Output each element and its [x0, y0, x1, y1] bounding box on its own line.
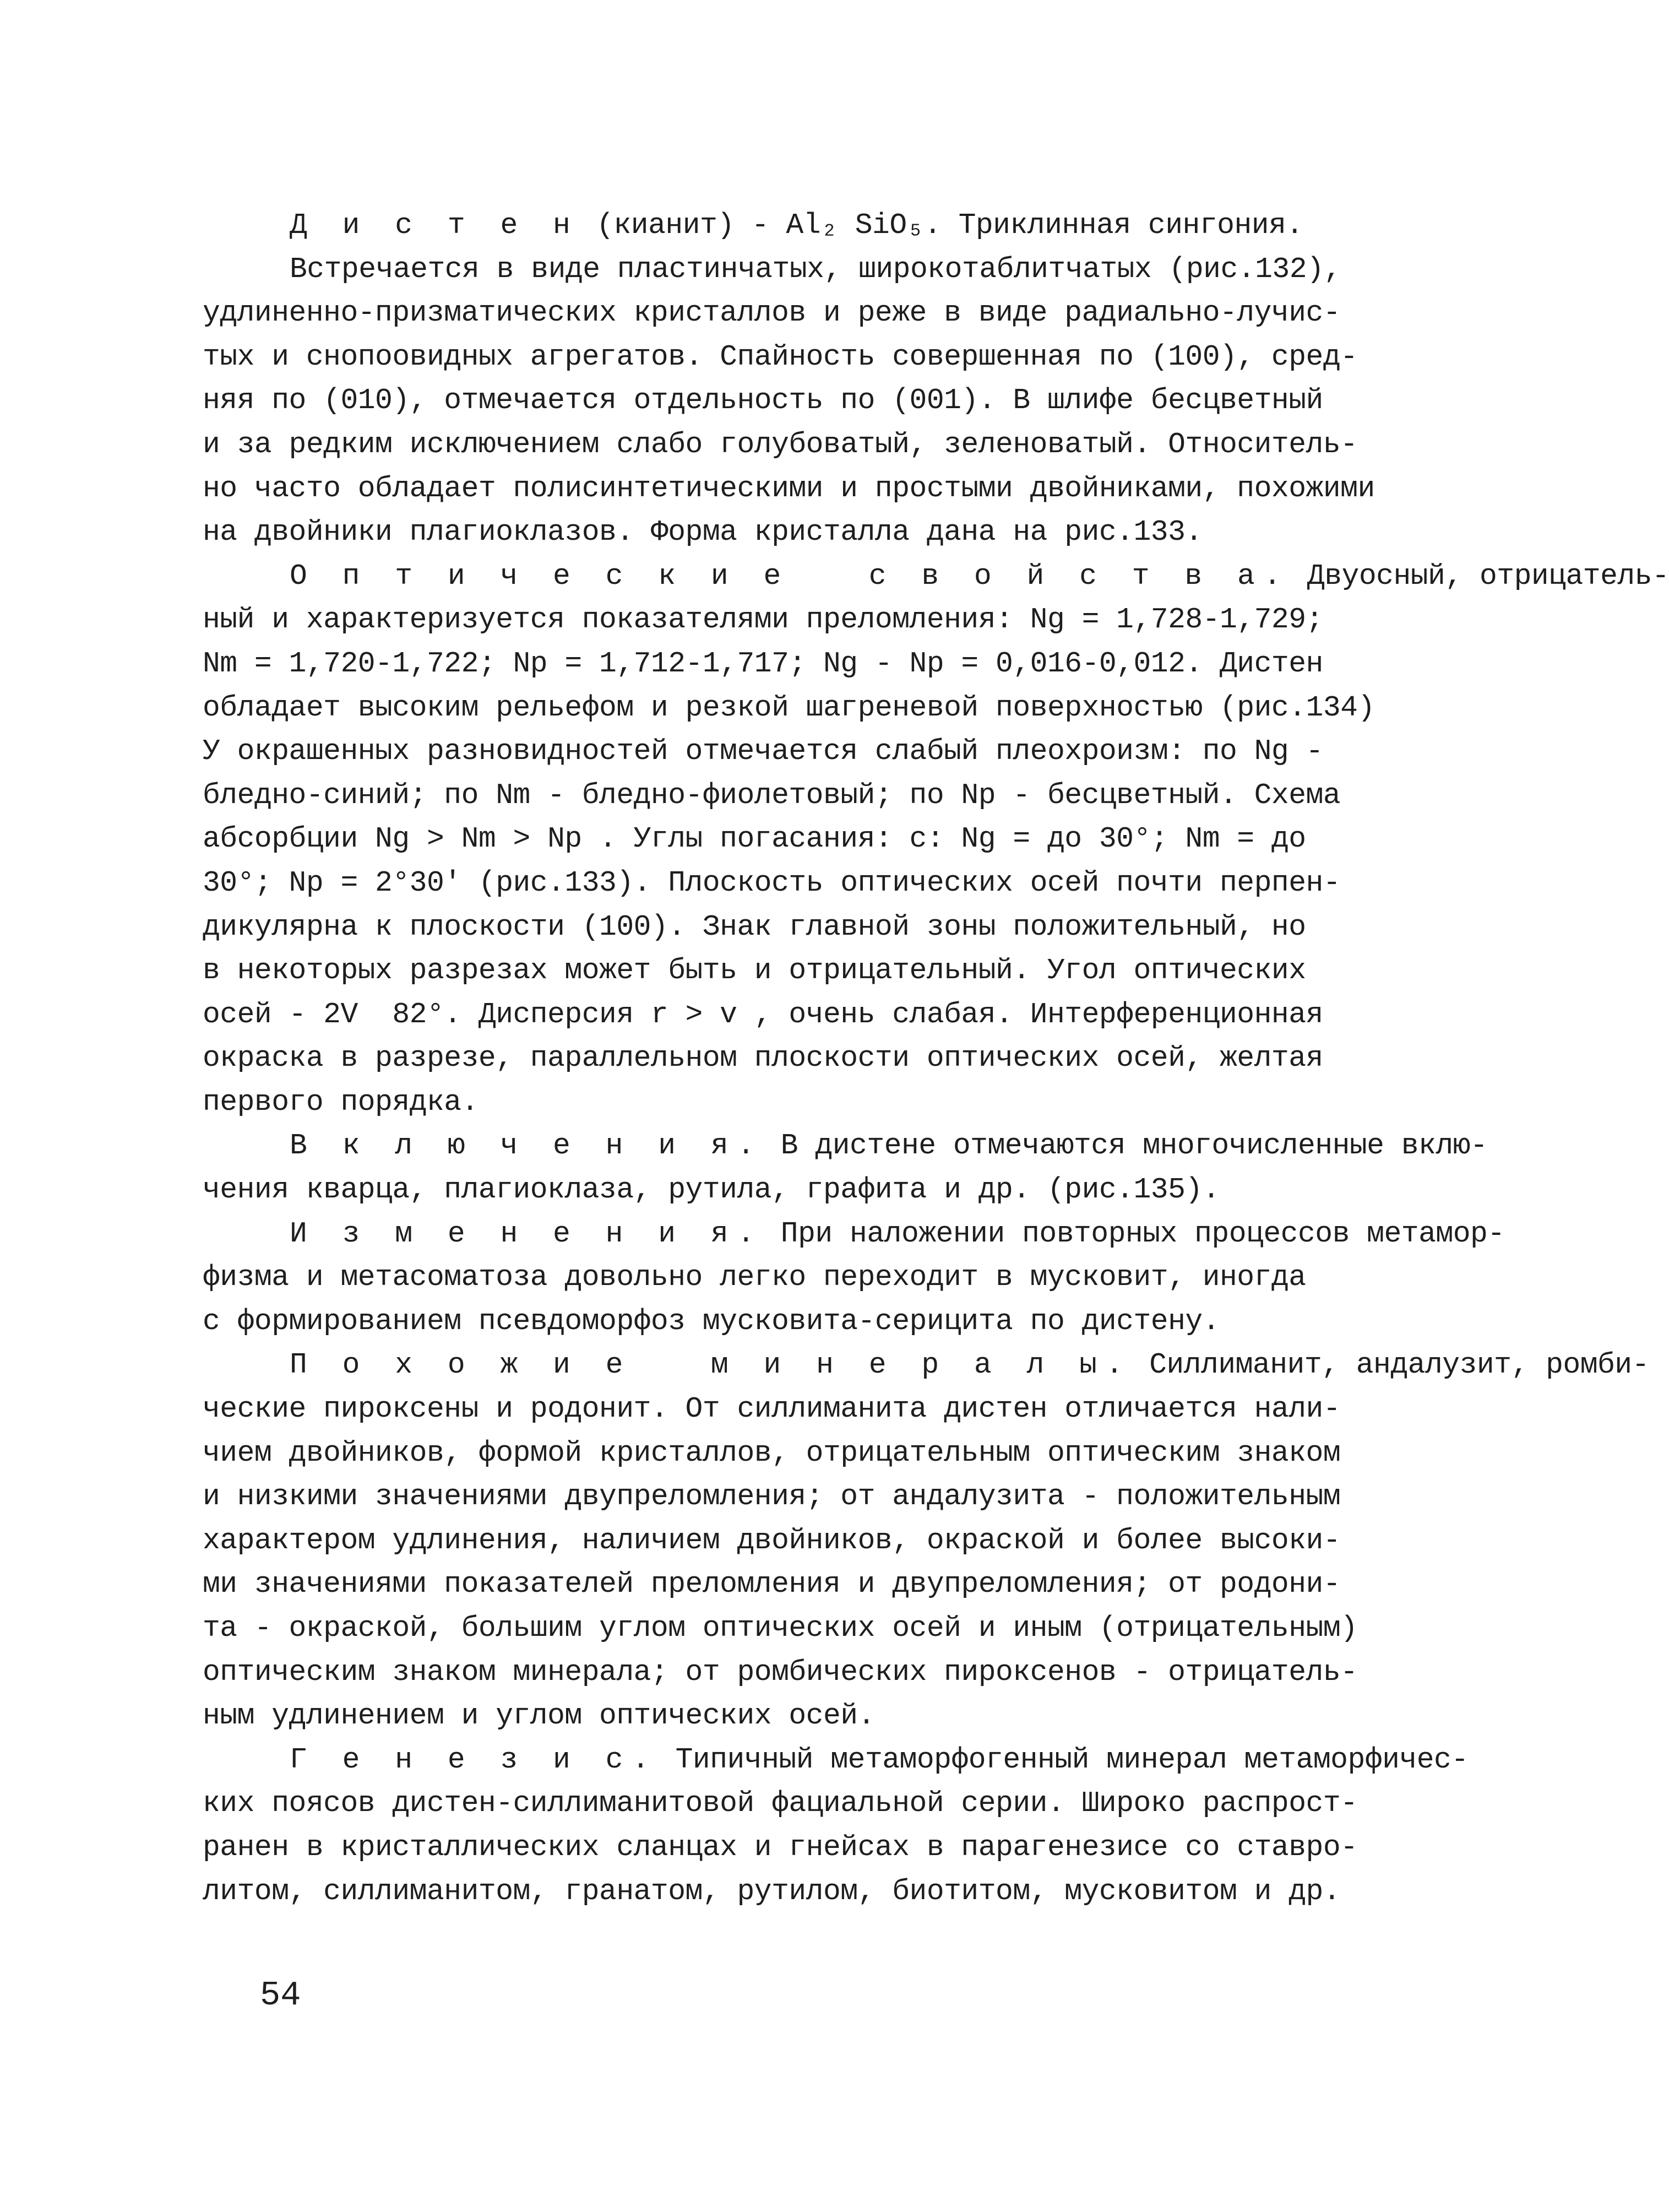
text-line: 30°; Np = 2°30' (рис.133). Плоскость оптических осей почти перпен-	[203, 866, 1341, 899]
text-line: физма и метасоматоза довольно легко переходит в мусковит, иногда	[203, 1261, 1306, 1294]
section-heading: О п т и ч е с к и е с в о й с т в а.	[290, 559, 1290, 593]
text-line: ких поясов дистен-силлиманитовой фациальной серии. Широко распрост-	[203, 1787, 1358, 1820]
text-line: с формированием псевдоморфоз мусковита-серицита по дистену.	[203, 1304, 1220, 1338]
section-heading: Д и с т е н	[290, 209, 579, 242]
section-heading: В к л ю ч е н и я.	[290, 1129, 764, 1163]
text-line: И з м е н е н и я. При наложении повторных процессов метамор-	[290, 1217, 1505, 1250]
text-line: бледно-синий; по Nm - бледно-фиолетовый; по Np - бесцветный. Схема	[203, 778, 1341, 812]
text-line: дикулярна к плоскости (100). Знак главной зоны положительный, но	[203, 910, 1306, 944]
text-line: В к л ю ч е н и я. В дистене отмечаются многочисленные вклю-	[290, 1129, 1488, 1163]
page-number: 54	[260, 1976, 301, 2015]
text-line: первого порядка.	[203, 1085, 479, 1119]
text-line: окраска в разрезе, параллельном плоскости оптических осей, желтая	[203, 1042, 1323, 1075]
text-line: ный и характеризуется показателями преломления: Ng = 1,728-1,729;	[203, 603, 1323, 637]
text-line: осей - 2V 82°. Дисперсия r > v , очень слабая. Интерференционная	[203, 997, 1323, 1031]
text-line: и за редким исключением слабо голубоватый, зеленоватый. Относитель-	[203, 427, 1358, 461]
text-line: ранен в кристаллических сланцах и гнейсах в парагенезисе со ставро-	[203, 1830, 1358, 1864]
text-line: тых и снопоовидных агрегатов. Спайность совершенная по (100), сред-	[203, 340, 1358, 373]
text-line: П о х о ж и е м и н е р а л ы. Силлиманит, андалузит, ромби-	[290, 1348, 1649, 1382]
text-line: та - окраской, большим углом оптических осей и иным (отрицательным)	[203, 1612, 1358, 1645]
section-heading: П о х о ж и е м и н е р а л ы.	[290, 1348, 1132, 1382]
text-line: характером удлинения, наличием двойников, окраской и более высоки-	[203, 1524, 1341, 1557]
text-line: О п т и ч е с к и е с в о й с т в а. Двуосный, отрицатель-	[290, 559, 1669, 593]
text-line: ми значениями показателей преломления и двупреломления; от родони-	[203, 1568, 1341, 1601]
text-line: удлиненно-призматических кристаллов и реже в виде радиально-лучис-	[203, 296, 1341, 330]
text-line: абсорбции Ng > Nm > Np . Углы погасания: c: Ng = до 30°; Nm = до	[203, 822, 1306, 856]
text-line: в некоторых разрезах может быть и отрицательный. Угол оптических	[203, 954, 1306, 988]
text-line: и низкими значениями двупреломления; от андалузита - положительным	[203, 1480, 1341, 1514]
text-line: ным удлинением и углом оптических осей.	[203, 1699, 875, 1733]
text-line: но часто обладает полисинтетическими и простыми двойниками, похожими	[203, 471, 1375, 505]
body-text	[203, 204, 1669, 1913]
text-line: ческие пироксены и родонит. От силлиманита дистен отличается нали-	[203, 1392, 1341, 1426]
section-heading: И з м е н е н и я.	[290, 1217, 764, 1250]
text-line: Nm = 1,720-1,722; Np = 1,712-1,717; Ng - Np = 0,016-0,012. Дистен	[203, 647, 1323, 680]
text-line: няя по (010), отмечается отдельность по (001). В шлифе бесцветный	[203, 384, 1323, 418]
text-line: У окрашенных разновидностей отмечается слабый плеохроизм: по Ng -	[203, 735, 1323, 768]
text-line: чения кварца, плагиоклаза, рутила, графита и др. (рис.135).	[203, 1173, 1220, 1207]
text-line: Г е н е з и с. Типичный метаморфогенный минерал метаморфичес-	[290, 1743, 1469, 1776]
text-line: Встречается в виде пластинчатых, широкотаблитчатых (рис.132),	[290, 252, 1341, 286]
text-line: Д и с т е н (кианит) - Al₂ SiO₅. Триклинная сингония.	[290, 209, 1303, 242]
text-line: оптическим знаком минерала; от ромбических пироксенов - отрицатель-	[203, 1655, 1358, 1689]
text-line: на двойники плагиоклазов. Форма кристалла дана на рис.133.	[203, 516, 1203, 549]
text-line: чием двойников, формой кристаллов, отрицательным оптическим знаком	[203, 1436, 1341, 1470]
text-line: литом, силлиманитом, гранатом, рутилом, биотитом, мусковитом и др.	[203, 1874, 1341, 1908]
text-line: обладает высоким рельефом и резкой шагреневой поверхностью (рис.134)	[203, 691, 1375, 724]
section-heading: Г е н е з и с.	[290, 1743, 659, 1776]
